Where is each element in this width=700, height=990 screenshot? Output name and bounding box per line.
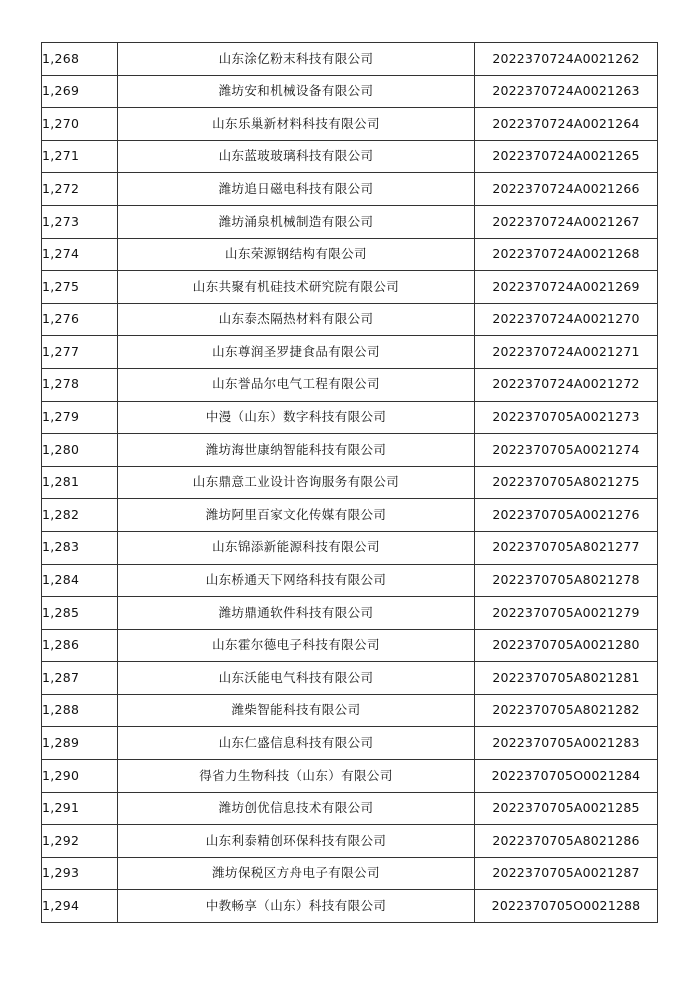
table-row	[42, 629, 658, 662]
registration-code-cell: 2022370705A0021274	[475, 434, 658, 467]
table-row	[42, 531, 658, 564]
row-index-cell: 1,280	[42, 434, 118, 467]
row-index-cell: 1,290	[42, 760, 118, 793]
table-row	[42, 173, 658, 206]
table-body	[42, 43, 658, 923]
registration-code-cell: 2022370724A0021271	[475, 336, 658, 369]
table-row	[42, 857, 658, 890]
registration-code-cell: 2022370705A8021277	[475, 531, 658, 564]
company-name-cell: 山东涂亿粉末科技有限公司	[118, 43, 475, 76]
company-name-cell: 山东尊润圣罗捷食品有限公司	[118, 336, 475, 369]
table-row	[42, 303, 658, 336]
registration-code-cell: 2022370724A0021265	[475, 140, 658, 173]
table-row	[42, 205, 658, 238]
table-row	[42, 890, 658, 923]
registration-code-cell: 2022370705A0021276	[475, 499, 658, 532]
table-row	[42, 401, 658, 434]
table-row	[42, 694, 658, 727]
company-name-cell: 山东桥通天下网络科技有限公司	[118, 564, 475, 597]
table-row	[42, 727, 658, 760]
table-row	[42, 597, 658, 630]
row-index-cell: 1,287	[42, 662, 118, 695]
row-index-cell: 1,284	[42, 564, 118, 597]
company-name-cell: 山东蓝玻玻璃科技有限公司	[118, 140, 475, 173]
company-name-cell: 潍坊阿里百家文化传媒有限公司	[118, 499, 475, 532]
row-index-cell: 1,289	[42, 727, 118, 760]
registration-code-cell: 2022370705A8021281	[475, 662, 658, 695]
company-name-cell: 得省力生物科技（山东）有限公司	[118, 760, 475, 793]
row-index-cell: 1,278	[42, 368, 118, 401]
company-name-cell: 山东仁盛信息科技有限公司	[118, 727, 475, 760]
company-name-cell: 山东荣源钢结构有限公司	[118, 238, 475, 271]
row-index-cell: 1,268	[42, 43, 118, 76]
registration-code-cell: 2022370724A0021266	[475, 173, 658, 206]
company-name-cell: 山东霍尔德电子科技有限公司	[118, 629, 475, 662]
registration-code-cell: 2022370724A0021263	[475, 75, 658, 108]
company-name-cell: 山东鼎意工业设计咨询服务有限公司	[118, 466, 475, 499]
row-index-cell: 1,277	[42, 336, 118, 369]
row-index-cell: 1,288	[42, 694, 118, 727]
table-row	[42, 434, 658, 467]
table-row	[42, 499, 658, 532]
registration-code-cell: 2022370705A0021273	[475, 401, 658, 434]
registration-code-cell: 2022370705A8021286	[475, 825, 658, 858]
row-index-cell: 1,294	[42, 890, 118, 923]
table-row	[42, 662, 658, 695]
company-name-cell: 潍坊安和机械设备有限公司	[118, 75, 475, 108]
registration-code-cell: 2022370705A0021283	[475, 727, 658, 760]
row-index-cell: 1,275	[42, 271, 118, 304]
row-index-cell: 1,292	[42, 825, 118, 858]
company-name-cell: 山东锦添新能源科技有限公司	[118, 531, 475, 564]
company-name-cell: 潍坊保税区方舟电子有限公司	[118, 857, 475, 890]
company-name-cell: 中教畅享（山东）科技有限公司	[118, 890, 475, 923]
row-index-cell: 1,293	[42, 857, 118, 890]
company-name-cell: 山东泰杰隔热材料有限公司	[118, 303, 475, 336]
company-name-cell: 山东誉品尔电气工程有限公司	[118, 368, 475, 401]
company-name-cell: 潍坊创优信息技术有限公司	[118, 792, 475, 825]
row-index-cell: 1,281	[42, 466, 118, 499]
company-name-cell: 潍柴智能科技有限公司	[118, 694, 475, 727]
registration-code-cell: 2022370705A0021280	[475, 629, 658, 662]
table-row	[42, 760, 658, 793]
registration-code-cell: 2022370705A0021279	[475, 597, 658, 630]
table-row	[42, 825, 658, 858]
company-name-cell: 潍坊鼎通软件科技有限公司	[118, 597, 475, 630]
registration-code-cell: 2022370705O0021284	[475, 760, 658, 793]
registration-code-cell: 2022370724A0021270	[475, 303, 658, 336]
row-index-cell: 1,283	[42, 531, 118, 564]
company-name-cell: 山东沃能电气科技有限公司	[118, 662, 475, 695]
row-index-cell: 1,286	[42, 629, 118, 662]
company-name-cell: 中漫（山东）数字科技有限公司	[118, 401, 475, 434]
registration-code-cell: 2022370705A0021287	[475, 857, 658, 890]
registration-code-cell: 2022370705A0021285	[475, 792, 658, 825]
company-name-cell: 潍坊涌泉机械制造有限公司	[118, 205, 475, 238]
table-row	[42, 466, 658, 499]
registration-code-cell: 2022370724A0021268	[475, 238, 658, 271]
row-index-cell: 1,285	[42, 597, 118, 630]
table-row	[42, 43, 658, 76]
row-index-cell: 1,271	[42, 140, 118, 173]
registration-code-cell: 2022370724A0021269	[475, 271, 658, 304]
registration-code-cell: 2022370705A8021278	[475, 564, 658, 597]
registration-code-cell: 2022370705O0021288	[475, 890, 658, 923]
company-registry-table	[41, 42, 658, 923]
row-index-cell: 1,270	[42, 108, 118, 141]
row-index-cell: 1,274	[42, 238, 118, 271]
row-index-cell: 1,279	[42, 401, 118, 434]
company-name-cell: 山东共聚有机硅技术研究院有限公司	[118, 271, 475, 304]
registration-code-cell: 2022370724A0021267	[475, 205, 658, 238]
registration-code-cell: 2022370724A0021262	[475, 43, 658, 76]
company-name-cell: 山东乐巢新材料科技有限公司	[118, 108, 475, 141]
table-row	[42, 75, 658, 108]
row-index-cell: 1,282	[42, 499, 118, 532]
registration-code-cell: 2022370705A8021282	[475, 694, 658, 727]
table-row	[42, 140, 658, 173]
table-row	[42, 271, 658, 304]
table-row	[42, 336, 658, 369]
company-name-cell: 潍坊追日磁电科技有限公司	[118, 173, 475, 206]
row-index-cell: 1,269	[42, 75, 118, 108]
row-index-cell: 1,273	[42, 205, 118, 238]
company-name-cell: 山东利泰精创环保科技有限公司	[118, 825, 475, 858]
table-row	[42, 238, 658, 271]
row-index-cell: 1,276	[42, 303, 118, 336]
registration-code-cell: 2022370724A0021264	[475, 108, 658, 141]
company-name-cell: 潍坊海世康纳智能科技有限公司	[118, 434, 475, 467]
table-row	[42, 108, 658, 141]
table-row	[42, 564, 658, 597]
table-row	[42, 368, 658, 401]
registration-code-cell: 2022370705A8021275	[475, 466, 658, 499]
table-row	[42, 792, 658, 825]
row-index-cell: 1,291	[42, 792, 118, 825]
registration-code-cell: 2022370724A0021272	[475, 368, 658, 401]
row-index-cell: 1,272	[42, 173, 118, 206]
